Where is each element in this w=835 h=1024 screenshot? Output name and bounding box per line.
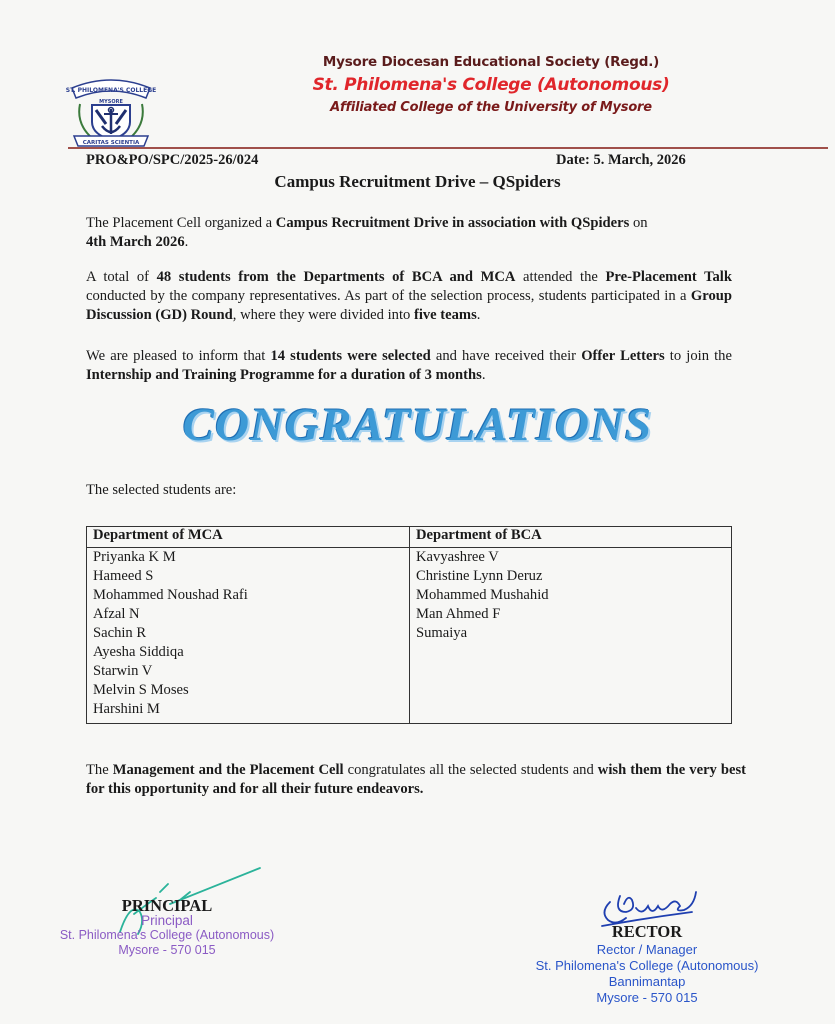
principal-signature-block <box>52 896 282 958</box>
students-intro: The selected students are: <box>86 482 237 498</box>
paragraph-closing <box>86 761 746 799</box>
student-name: Melvin S Moses <box>93 682 189 698</box>
text: attended the <box>515 269 606 285</box>
subject-title: Campus Recruitment Drive – QSpiders <box>274 172 561 191</box>
emphasis: Management and the Placement Cell <box>112 762 344 778</box>
text: conducted by the company representatives. As part of the selection process, students participated in a <box>86 288 691 304</box>
student-name: Hameed S <box>93 568 154 584</box>
rector-signature-block <box>522 922 772 1006</box>
paragraph-attendance <box>86 268 732 325</box>
student-name: Man Ahmed F <box>416 606 501 622</box>
text: and have received their <box>430 348 582 364</box>
crest-top-text: ST. PHILOMENA'S COLLEGE <box>66 87 156 94</box>
emphasis: 48 students from the Departments of BCA and MCA <box>156 269 516 285</box>
mca-header: Department of MCA <box>87 527 410 548</box>
text: to join the <box>664 348 732 364</box>
text: congratulates all the selected students and <box>343 762 598 778</box>
principal-title: PRINCIPAL <box>121 896 213 915</box>
principal-stamp-address: Mysore - 570 015 <box>118 943 216 957</box>
mca-list <box>87 548 410 724</box>
affiliation-line: Affiliated College of the University of Mysore <box>330 100 652 115</box>
text: . <box>476 307 481 323</box>
emphasis: 4th March 2026 <box>86 234 185 250</box>
text: . <box>481 367 486 383</box>
student-name: Sachin R <box>93 625 147 641</box>
text: We are pleased to inform that <box>86 348 271 364</box>
student-name: Priyanka K M <box>93 549 176 565</box>
student-name: Starwin V <box>93 663 153 679</box>
emphasis: 14 students were selected <box>270 348 431 364</box>
emphasis: Campus Recruitment Drive in association with QSpiders <box>275 215 630 231</box>
student-name: Kavyashree V <box>416 549 499 565</box>
student-name: Christine Lynn Deruz <box>416 568 543 584</box>
student-name: Afzal N <box>93 606 140 622</box>
crest-city-text: MYSORE <box>99 99 123 105</box>
society-name: Mysore Diocesan Educational Society (Regd.) <box>322 54 660 70</box>
text: , where they were divided into <box>232 307 414 323</box>
letter-date: Date: 5. March, 2026 <box>556 152 686 168</box>
reference-number: PRO&PO/SPC/2025-26/024 <box>86 152 259 168</box>
college-name: St. Philomena's College (Autonomous) <box>312 75 670 95</box>
principal-stamp-role: Principal <box>141 913 193 928</box>
text: on <box>629 215 648 231</box>
header-divider <box>68 147 828 149</box>
emphasis: Offer Letters <box>581 348 665 364</box>
emphasis: Pre-Placement Talk <box>605 269 732 285</box>
student-name: Mohammed Mushahid <box>416 587 549 603</box>
student-name: Harshini M <box>93 701 160 717</box>
crest-motto-text: CARITAS SCIENTIA <box>82 140 140 146</box>
text: The Placement Cell organized a <box>86 215 276 231</box>
student-name: Mohammed Noushad Rafi <box>93 587 248 603</box>
text: A total of <box>86 269 157 285</box>
rector-stamp-address: Mysore - 570 015 <box>596 990 698 1005</box>
rector-stamp-locality: Bannimantap <box>608 974 686 989</box>
student-name: Sumaiya <box>416 625 468 641</box>
emphasis: Internship and Training Programme for a duration of 3 months <box>86 367 482 383</box>
bca-list <box>410 548 732 724</box>
selected-students-table <box>86 526 732 724</box>
emphasis: five teams <box>413 307 477 323</box>
text: . <box>184 234 189 250</box>
paragraph-selection <box>86 347 732 385</box>
rector-title: RECTOR <box>611 922 683 941</box>
paragraph-event <box>86 214 732 252</box>
emphasis: Group Discussion (GD) Round <box>86 288 732 323</box>
principal-stamp-college: St. Philomena's College (Autonomous) <box>59 928 275 942</box>
student-name: Ayesha Siddiqa <box>93 644 184 660</box>
bca-header: Department of BCA <box>410 527 732 548</box>
congratulations-banner: CONGRATULATIONS <box>182 399 653 451</box>
college-crest-icon <box>66 74 156 148</box>
rector-stamp-role: Rector / Manager <box>596 942 698 957</box>
letterhead <box>296 54 686 115</box>
text: The <box>86 762 113 778</box>
emphasis: wish them the very best for this opportunity and for all their future endeavors. <box>86 762 746 797</box>
rector-stamp-college: St. Philomena's College (Autonomous) <box>535 958 759 973</box>
